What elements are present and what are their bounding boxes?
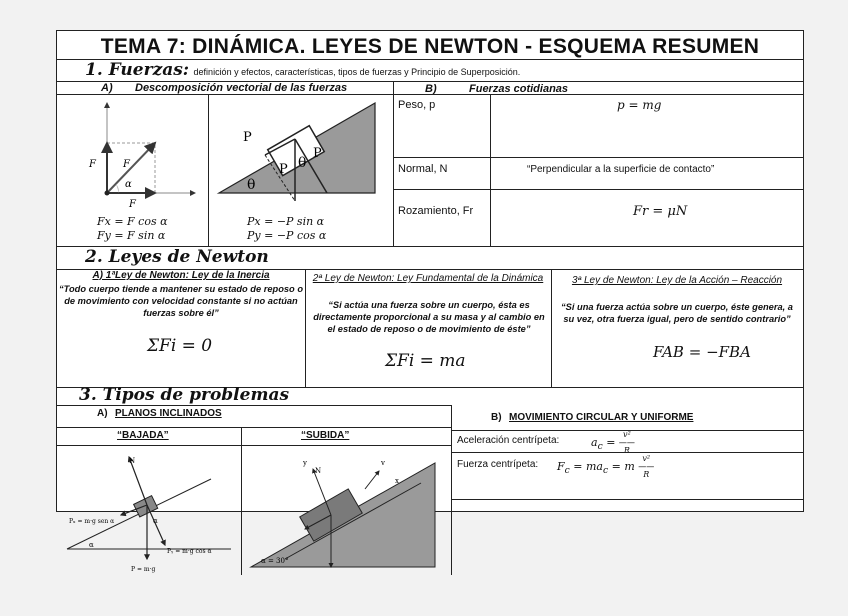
law1-formula: ΣFi = 0 xyxy=(147,336,213,356)
plane-down-label: “BAJADA” xyxy=(117,430,169,441)
plane-up-label: “SUBIDA” xyxy=(301,430,350,441)
fy-label: F xyxy=(89,159,96,170)
section3-partB-letter: B) xyxy=(491,412,502,423)
page-title: TEMA 7: DINÁMICA. LEYES DE NEWTON - ESQUEMA RESUMEN xyxy=(100,35,760,58)
centripetal-force-formula: $F_c = ma_c = m$ v² —— R xyxy=(557,454,655,479)
diagram1-fx: Fx = F cos α xyxy=(97,215,168,228)
plane-down-diagram xyxy=(61,449,239,573)
force-formula-friction: Fr = μN xyxy=(633,204,688,219)
svg-text:N: N xyxy=(315,467,322,475)
theta-lower: θ xyxy=(247,177,256,193)
alpha-label: α xyxy=(125,179,132,190)
svg-text:Pᵧ = m·g cos α: Pᵧ = m·g cos α xyxy=(167,548,212,555)
force-formula-weight: p = mg xyxy=(617,98,662,112)
svg-text:N: N xyxy=(129,457,136,465)
force-name-normal: Normal, N xyxy=(398,163,448,175)
svg-text:α: α xyxy=(153,517,158,525)
law2-title: 2ª Ley de Newton: Ley Fundamental de la Dinámica xyxy=(312,273,544,284)
law1-text: “Todo cuerpo tiende a mantener su estado de reposo o de movimiento con velocidad constante si no actúan fuerzas sobre él” xyxy=(59,284,303,318)
summary-sheet xyxy=(56,30,804,573)
theta-upper: θ xyxy=(298,155,307,171)
section1-partA-letter: A) xyxy=(101,82,113,94)
svg-text:v: v xyxy=(381,459,385,467)
inclined-plane-force-diagram xyxy=(215,97,389,211)
section1-partB-letter: B) xyxy=(425,83,437,95)
plane-up-diagram xyxy=(245,449,449,573)
section3-heading: 3. Tipos de problemas xyxy=(79,385,290,405)
p-label: P xyxy=(279,162,288,177)
law3-formula: FAB = −FBA xyxy=(653,343,751,361)
diagram2-px: Px = −P sin α xyxy=(247,215,325,228)
section1-partA-title: Descomposición vectorial de las fuerzas xyxy=(135,82,348,94)
law3-text: “Si una fuerza actúa sobre un cuerpo, éste genera, a su vez, otra fuerza igual, pero de sentido contrario” xyxy=(561,302,793,324)
px-label: P xyxy=(243,130,252,145)
force-formula-normal: “Perpendicular a la superficie de contacto” xyxy=(527,164,715,175)
vector-decomposition-diagram xyxy=(65,97,205,211)
law1-title: A) 1ªLey de Newton: Ley de la Inercia xyxy=(92,270,270,281)
force-name-weight: Peso, p xyxy=(398,99,436,111)
svg-text:α: α xyxy=(89,541,94,549)
section3-partA-letter: A) xyxy=(97,408,108,419)
law2-formula: ΣFi = ma xyxy=(385,351,466,371)
py-label: P xyxy=(313,146,322,161)
svg-text:α = 30°: α = 30° xyxy=(261,557,289,565)
section3-partB-title: MOVIMIENTO CIRCULAR Y UNIFORME xyxy=(509,412,694,423)
centripetal-force-label: Fuerza centrípeta: xyxy=(457,459,539,470)
centripetal-accel-label: Aceleración centrípeta: xyxy=(457,435,560,446)
section1-partB-title: Fuerzas cotidianas xyxy=(469,83,569,95)
svg-text:Pₓ = m·g sen α: Pₓ = m·g sen α xyxy=(69,518,115,525)
svg-text:x: x xyxy=(395,477,399,485)
section3-partA-title: PLANOS INCLINADOS xyxy=(115,408,222,419)
law3-title: 3ª Ley de Newton: Ley de la Acción – Reacción xyxy=(571,275,783,286)
section2-heading: 2. Leyes de Newton xyxy=(85,247,269,267)
centripetal-accel-formula: $a_c = v^2$ —— R xyxy=(591,430,635,455)
diagram2-py: Py = −P cos α xyxy=(247,229,327,242)
fx-label: F xyxy=(129,199,136,210)
f-label: F xyxy=(123,159,130,170)
section1-heading-row xyxy=(85,60,520,80)
svg-text:y: y xyxy=(303,459,307,467)
law2-text: “Si actúa una fuerza sobre un cuerpo, ésta es directamente proporcional a su masa y al cambio en el estado de reposo o de movimiento de éste” xyxy=(313,300,545,334)
section1-subtitle: definición y efectos, características, tipos de fuerzas y Principio de Superposición. xyxy=(193,67,521,77)
section1-heading: 1. Fuerzas: xyxy=(85,60,190,80)
force-name-friction: Rozamiento, Fr xyxy=(398,205,474,217)
diagram1-fy: Fy = F sin α xyxy=(97,229,166,242)
svg-text:P = m·g: P = m·g xyxy=(131,566,156,573)
